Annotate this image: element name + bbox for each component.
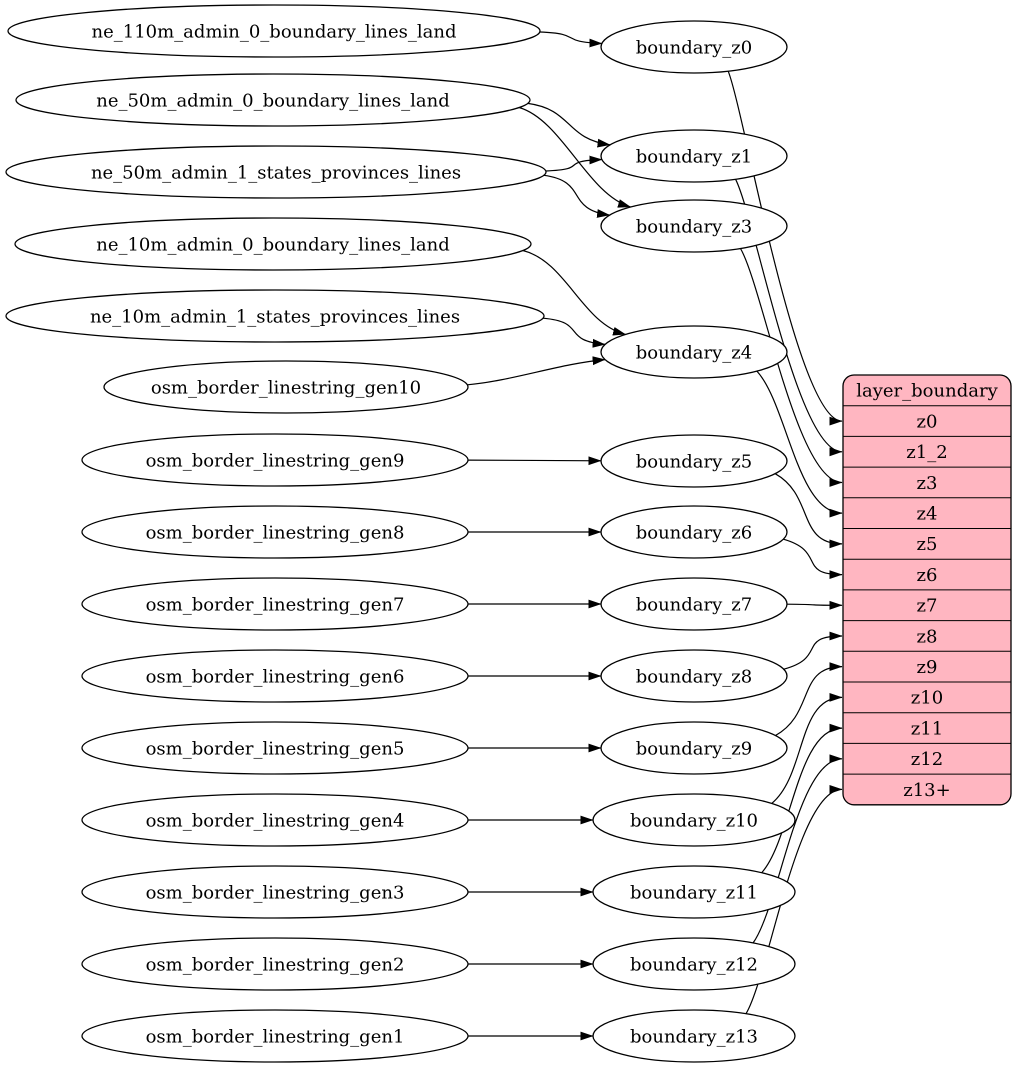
node-label: ne_110m_admin_0_boundary_lines_land	[91, 21, 457, 43]
transform-node-boundary_z0	[601, 21, 787, 73]
node-label: ne_50m_admin_1_states_provinces_lines	[90, 162, 462, 184]
transform-node-boundary_z5	[601, 435, 787, 487]
transform-node-boundary_z1	[601, 130, 787, 182]
table-row-z4: z4	[916, 503, 938, 525]
transform-node-boundary_z6	[601, 506, 787, 558]
edge-boundary_z7-to-layer_boundary.z7	[787, 604, 842, 605]
edge-osm_border_linestring_gen10-to-boundary_z4	[467, 360, 605, 385]
transform-node-boundary_z7	[601, 578, 787, 630]
table-row-z10: z10	[910, 687, 944, 709]
node-label: boundary_z1	[635, 146, 753, 168]
table-row-z0: z0	[916, 411, 938, 433]
node-label: osm_border_linestring_gen4	[145, 810, 405, 832]
node-label: osm_border_linestring_gen7	[145, 594, 405, 616]
source-node-osm_border_linestring_gen7	[82, 578, 468, 630]
table-row-z12: z12	[910, 749, 944, 771]
node-label: ne_10m_admin_1_states_provinces_lines	[89, 306, 461, 328]
edge-osm_border_linestring_gen9-to-boundary_z5	[468, 460, 601, 461]
node-label: osm_border_linestring_gen1	[145, 1026, 405, 1048]
node-label: osm_border_linestring_gen3	[145, 882, 405, 904]
table-row-z9: z9	[916, 656, 938, 678]
edge-ne_10m_admin_1_states_provinces_lines-to-boundary_z4	[543, 318, 605, 344]
transform-node-boundary_z3	[601, 200, 787, 252]
node-label: boundary_z10	[630, 810, 758, 832]
edge-boundary_z8-to-layer_boundary.z8	[784, 636, 842, 669]
node-label: boundary_z6	[635, 522, 753, 544]
node-label: boundary_z7	[635, 594, 753, 616]
source-node-osm_border_linestring_gen10	[104, 361, 468, 413]
layer-table-title: layer_boundary	[856, 380, 998, 402]
source-node-osm_border_linestring_gen8	[82, 506, 468, 558]
edge-ne_50m_admin_1_states_provinces_lines-to-boundary_z1	[546, 160, 602, 172]
source-node-osm_border_linestring_gen5	[82, 722, 468, 774]
source-node-ne_50m_admin_0_boundary_lines_land	[16, 74, 530, 126]
edge-ne_50m_admin_0_boundary_lines_land-to-boundary_z1	[528, 103, 610, 144]
source-node-osm_border_linestring_gen9	[82, 434, 468, 486]
source-node-ne_10m_admin_1_states_provinces_lines	[6, 290, 544, 342]
edge-ne_50m_admin_1_states_provinces_lines-to-boundary_z3	[544, 175, 610, 215]
node-label: osm_border_linestring_gen8	[145, 522, 405, 544]
table-layer	[843, 375, 1011, 805]
source-node-ne_10m_admin_0_boundary_lines_land	[15, 218, 531, 270]
table-row-z5: z5	[916, 534, 938, 556]
node-label: osm_border_linestring_gen9	[145, 450, 405, 472]
node-label: ne_50m_admin_0_boundary_lines_land	[96, 90, 450, 112]
node-label: boundary_z8	[635, 666, 753, 688]
node-label: ne_10m_admin_0_boundary_lines_land	[96, 234, 450, 256]
node-label: boundary_z0	[635, 37, 753, 59]
node-label: osm_border_linestring_gen2	[145, 954, 405, 976]
transform-node-boundary_z11	[593, 866, 795, 918]
edge-boundary_z6-to-layer_boundary.z6	[783, 539, 842, 574]
node-label: osm_border_linestring_gen5	[145, 738, 405, 760]
table-row-z6: z6	[916, 564, 938, 586]
source-node-ne_50m_admin_1_states_provinces_lines	[6, 146, 546, 198]
transform-node-boundary_z4	[601, 326, 787, 378]
table-row-z11: z11	[910, 718, 944, 740]
node-label: osm_border_linestring_gen10	[150, 377, 422, 399]
node-label: boundary_z13	[630, 1026, 758, 1048]
source-node-osm_border_linestring_gen2	[82, 938, 468, 990]
source-node-osm_border_linestring_gen4	[82, 794, 468, 846]
table-row-z13+: z13+	[903, 779, 951, 801]
source-node-osm_border_linestring_gen6	[82, 650, 468, 702]
node-label: boundary_z4	[635, 342, 753, 364]
node-label: boundary_z9	[635, 738, 753, 760]
table-row-z8: z8	[916, 626, 938, 648]
transform-node-boundary_z10	[593, 794, 795, 846]
node-label: boundary_z12	[630, 954, 758, 976]
table-row-z3: z3	[916, 472, 938, 494]
node-label: boundary_z11	[630, 882, 758, 904]
source-node-osm_border_linestring_gen3	[82, 866, 468, 918]
table-row-z1_2: z1_2	[906, 442, 948, 464]
node-label: osm_border_linestring_gen6	[145, 666, 405, 688]
edge-ne_110m_admin_0_boundary_lines_land-to-boundary_z0	[540, 32, 602, 44]
nodes-layer	[6, 5, 795, 1062]
transform-node-boundary_z8	[601, 650, 787, 702]
source-node-ne_110m_admin_0_boundary_lines_land	[8, 5, 540, 57]
node-label: boundary_z3	[635, 216, 753, 238]
table-row-z7: z7	[916, 595, 938, 617]
node-label: boundary_z5	[635, 451, 753, 473]
transform-node-boundary_z13	[593, 1010, 795, 1062]
transform-node-boundary_z12	[593, 938, 795, 990]
source-node-osm_border_linestring_gen1	[82, 1010, 468, 1062]
transform-node-boundary_z9	[601, 722, 787, 774]
